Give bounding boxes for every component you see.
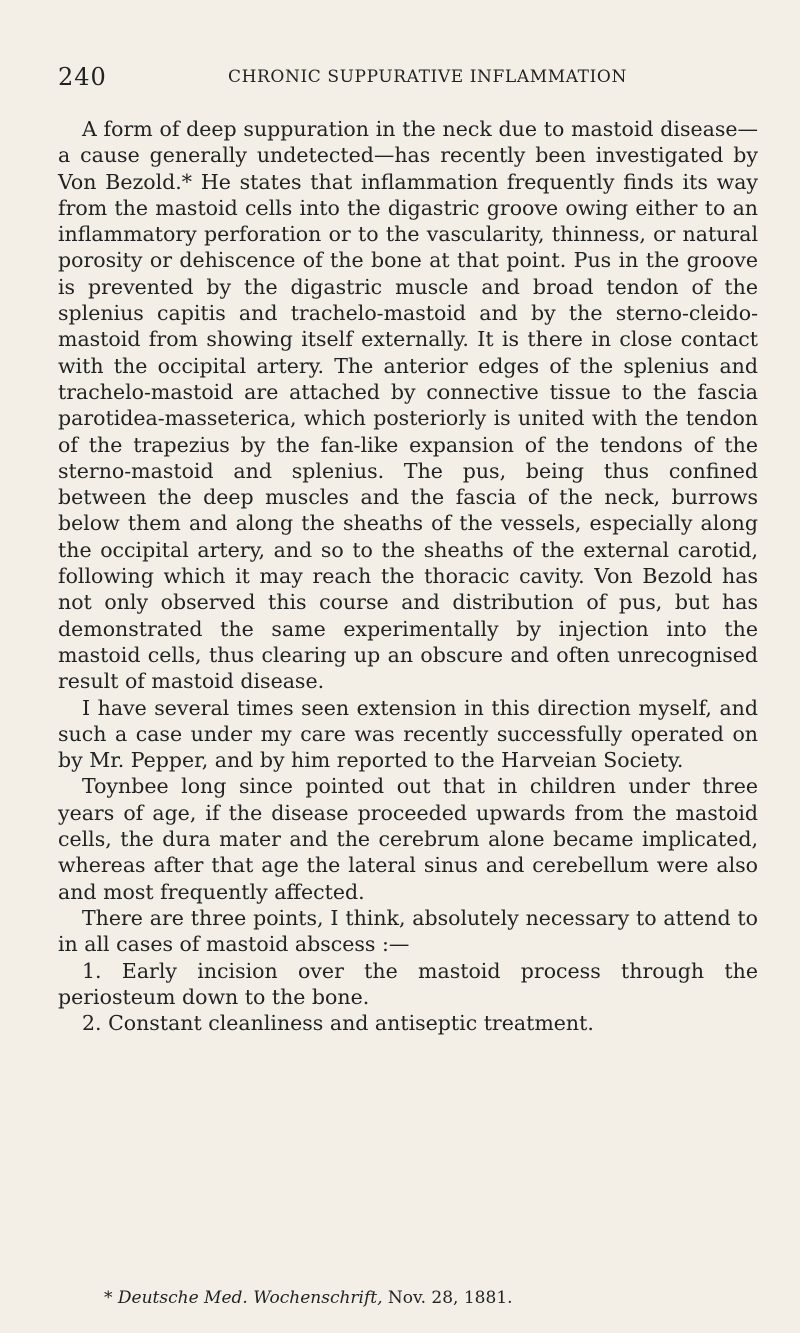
list-item-cleanliness: 2. Constant cleanliness and antiseptic treatment. [82,1011,594,1036]
footnote-journal: Deutsche Med. Wochenschrift, [117,1288,383,1308]
list-item-early-incision: 1. Early incision over the mastoid process through the periosteum down to the bone. [58,958,758,1009]
paragraph-own-cases: I have several times seen extension in this direction myself, and such a case under my care was recently successfully operated on by Mr. Pepper, and by him reported to the Harveian Society. [58,695,758,773]
paragraph-toynbee: Toynbee long since pointed out that in children under three years of age, if the disease proceeded upwards from the mastoid cells, the dura mater and the cerebrum alone became implicated, whereas after that age the lateral sinus and cerebellum were also and most frequently affected. [58,774,758,904]
page-header [58,63,758,93]
paragraph-bezold: A form of deep suppuration in the neck due to mastoid disease—a cause generally undetected—has recently been investigated by Von Bezold.* He states that inflammation frequently finds its way from the mastoid cells into the digastric groove owing either to an inflammatory perforation or to the vascularity, thinness, or natural porosity or dehiscence of the bone at that point. Pus in the groove is prevented by the digastric muscle and broad tendon of the splenius capitis and trachelo-mastoid and by the sterno-cleido-mastoid from showing itself externally. It is there in close contact with the occipital artery. The anterior edges of the splenius and trachelo-mastoid are attached by connective tissue to the fascia parotidea-masseterica, which posteriorly is united with the tendon of the trapezius by the fan-like expansion of the tendons of the sterno-mastoid and splenius. The pus, being thus confined between the deep muscles and the fascia of the neck, burrows below them and along the sheaths of the vessels, especially along the occipital artery, and so to the sheaths of the external carotid, following which it may reach the thoracic cavity. Von Bezold has not only observed this course and distribution of pus, but has demonstrated the same experimentally by injection into the mastoid cells, thus clearing up an obscure and often unrecognised result of mastoid disease. [58,117,758,694]
footnote [104,1287,513,1309]
page-number: 240 [58,63,107,91]
footnote-marker: * [104,1288,113,1308]
running-head: CHRONIC SUPPURATIVE INFLAMMATION [228,67,627,87]
footnote-date: Nov. 28, 1881. [387,1288,513,1308]
body-text [58,116,758,1036]
paragraph-three-points: There are three points, I think, absolutely necessary to attend to in all cases of mastoid abscess :— [58,905,758,957]
